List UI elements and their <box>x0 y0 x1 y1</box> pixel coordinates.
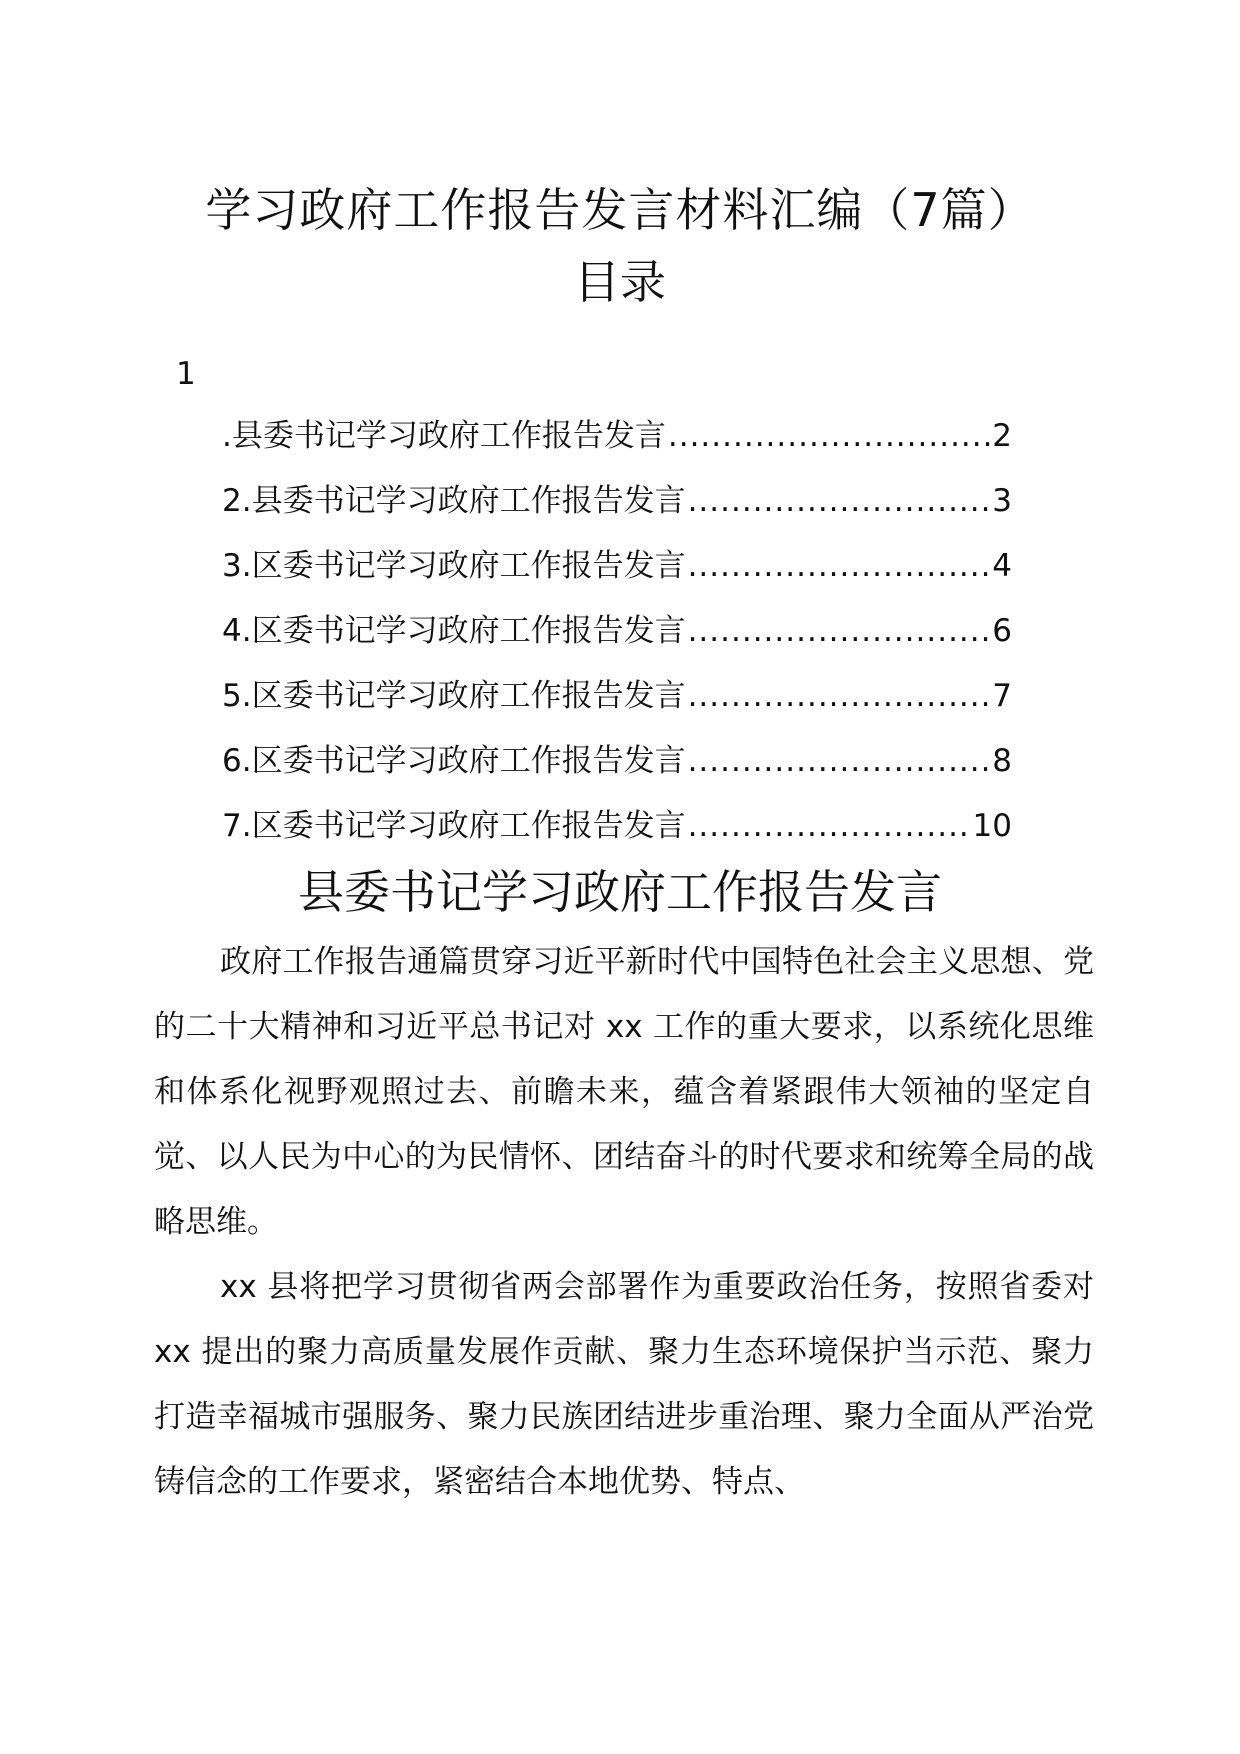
toc-entry[interactable] <box>222 674 1012 739</box>
toc-leader-dots <box>688 804 971 848</box>
toc-heading: 目录 <box>574 255 666 309</box>
toc-entry-label: 7.区委书记学习政府工作报告发言 <box>222 808 686 844</box>
toc-leader-dots <box>688 739 991 783</box>
toc-entry-page: 7 <box>992 678 1012 714</box>
toc-leader-dots <box>688 609 991 653</box>
toc-entry-page: 3 <box>992 483 1012 519</box>
toc-entry-page: 10 <box>972 808 1012 844</box>
toc-entry-page: 4 <box>992 548 1012 584</box>
toc-leader-dots <box>688 479 991 523</box>
toc-entry-label: 3.区委书记学习政府工作报告发言 <box>222 548 686 584</box>
toc-entry-label: 2.县委书记学习政府工作报告发言 <box>222 483 686 519</box>
section-title: 县委书记学习政府工作报告发言 <box>298 865 942 919</box>
toc-entry[interactable] <box>222 414 1012 479</box>
toc-number: 1 <box>176 356 196 392</box>
toc-entry[interactable] <box>222 479 1012 544</box>
document-title: 学习政府工作报告发言材料汇编（7篇） <box>205 183 1035 237</box>
toc-entry-page: 6 <box>992 613 1012 649</box>
toc-entry[interactable] <box>222 609 1012 674</box>
body-text <box>154 930 1094 1515</box>
toc-leader-dots <box>668 414 990 458</box>
toc-entry-page: 2 <box>992 418 1012 454</box>
toc-leader-dots <box>688 674 991 718</box>
toc-entry[interactable] <box>222 544 1012 609</box>
toc-entry-label: 5.区委书记学习政府工作报告发言 <box>222 678 686 714</box>
toc-entry-label: 4.区委书记学习政府工作报告发言 <box>222 613 686 649</box>
body-paragraph: xx 县将把学习贯彻省两会部署作为重要政治任务，按照省委对 xx 提出的聚力高质量发展作贡献、聚力生态环境保护当示范、聚力打造幸福城市强服务、聚力民族团结进步重治理、聚力全面从严治党铸信念的工作要求，紧密结合本地优势、特点、 <box>154 1269 1094 1500</box>
table-of-contents <box>222 414 1012 869</box>
toc-entry-label: .县委书记学习政府工作报告发言 <box>222 418 666 454</box>
body-paragraph: 政府工作报告通篇贯穿习近平新时代中国特色社会主义思想、党的二十大精神和习近平总书记对 xx 工作的重大要求，以系统化思维和体系化视野观照过去、前瞻未来，蕴含着紧跟伟大领袖的坚定自觉、以人民为中心的为民情怀、团结奋斗的时代要求和统筹全局的战略思维。 <box>154 944 1094 1240</box>
toc-entry-label: 6.区委书记学习政府工作报告发言 <box>222 743 686 779</box>
toc-entry[interactable] <box>222 739 1012 804</box>
toc-entry-page: 8 <box>992 743 1012 779</box>
toc-leader-dots <box>688 544 991 588</box>
